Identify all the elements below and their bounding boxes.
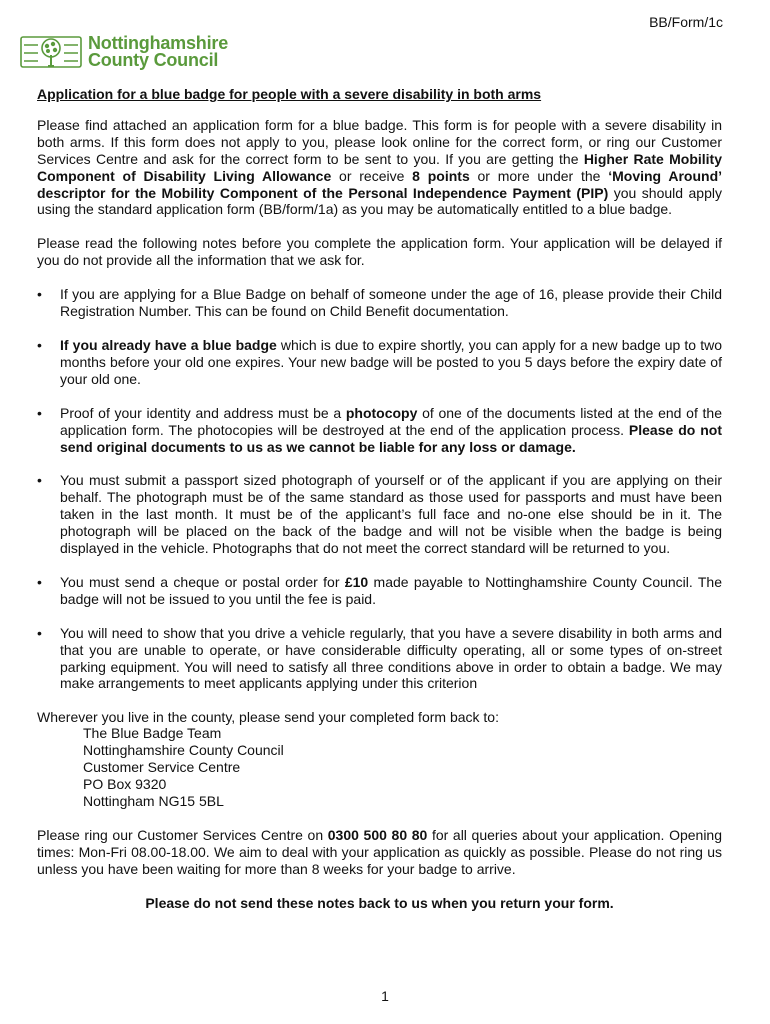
notes-list: [37, 286, 722, 692]
bullet-icon: •: [37, 624, 42, 641]
intro-text-1: Please find attached an application form for a blue badge. This form is for people with a severe disability in both arms. If this form does not apply to you, please look online for the correct form, or ring our Customer Services Centre and ask for the correct form to be sent to you. If you are getting the: [37, 116, 722, 167]
intro-paragraph: [37, 117, 722, 218]
list-item: [37, 472, 722, 557]
page-number: 1: [381, 988, 389, 1004]
list-item: [37, 574, 722, 608]
document-title: Application for a blue badge for people with a severe disability in both arms: [37, 86, 542, 102]
address-line: PO Box 9320: [83, 776, 167, 793]
bullet-bold: photocopy: [345, 404, 418, 421]
bullet-text: If you are applying for a Blue Badge on behalf of someone under the age of 16, please provide their Child Registration Number. This can be found on Child Benefit documentation.: [60, 286, 722, 320]
contact-text-2: for all queries about your application. Opening times: Mon-Fri 08.00-18.00. We aim to deal with your application as quickly as possible. Please do not ring us unless you have been waiting for more than 8 weeks for your badge to arrive.: [37, 827, 723, 878]
intro-bold-pip: ‘Moving Around’ descriptor for the Mobility Component of the Personal Independence Payment (PIP): [37, 167, 723, 201]
intro-text-2: or receive: [331, 167, 413, 184]
bullet-bold: If you already have a blue badge: [60, 336, 277, 353]
phone-number: 0300 500 80 80: [327, 827, 428, 844]
intro-bold-points: 8 points: [412, 167, 470, 184]
intro-text-3: or more under the: [469, 167, 609, 184]
bullet-icon: •: [37, 404, 42, 421]
bullet-text: made payable to Nottinghamshire County Council. The badge will not be issued to you until the fee is paid.: [60, 573, 722, 607]
form-reference: BB/Form/1c: [649, 14, 723, 30]
bullet-icon: •: [37, 286, 42, 303]
closing-note: Please do not send these notes back to us when you return your form.: [145, 895, 614, 911]
address-line: Nottingham NG15 5BL: [83, 793, 224, 810]
bullet-text: You will need to show that you drive a vehicle regularly, that you have a severe disability in both arms and that you are unable to operate, or have considerable difficulty operating, all or some types of on-street parking equipment. You will need to satisfy all three conditions above in order to obtain a badge. We may make arrangements to meet applicants applying under this criterion: [60, 624, 722, 692]
address-line: Customer Service Centre: [83, 759, 241, 776]
bullet-bold-fee: £10: [344, 573, 369, 590]
bullet-text: You must submit a passport sized photograph of yourself or of the applicant if you are applying on their behalf. The photograph must be of the same standard as those used for passports and must have been taken in the last month. It must be of the applicant’s full face and no-one else should be in it. The photograph will be placed on the back of the badge and will not be visible when the badge is being displayed in the vehicle. Photographs that do not meet the correct standard will be returned to you.: [60, 472, 722, 557]
document-body: [37, 86, 722, 929]
tree-logo-icon: [20, 33, 82, 71]
list-item: [37, 286, 722, 320]
bullet-icon: •: [37, 336, 42, 353]
list-item: [37, 337, 722, 388]
list-item: [37, 625, 722, 693]
bullet-text: You must send a cheque or postal order for: [60, 573, 345, 590]
send-back-text: Wherever you live in the county, please send your completed form back to:: [37, 709, 499, 726]
notes-intro: Please read the following notes before you complete the application form. Your application will be delayed if you do not provide all the information that we ask for.: [37, 235, 722, 269]
intro-text-4: you should apply using the standard application form (BB/form/1a) as you may be automatically entitled to a blue badge.: [37, 184, 722, 218]
council-logo: [20, 33, 228, 71]
bullet-text: which is due to expire shortly, you can apply for a new badge up to two months before your old one expires. Your new badge will be posted to you 5 days before the expiry date of your old one.: [60, 336, 722, 387]
list-item: [37, 405, 722, 456]
bullet-icon: •: [37, 573, 42, 590]
contact-paragraph: [37, 827, 722, 878]
bullet-icon: •: [37, 472, 42, 489]
bullet-text: Proof of your identity and address must be a: [60, 404, 346, 421]
address-line: The Blue Badge Team: [83, 725, 222, 742]
bullet-text: of one of the documents listed at the end of the application form. The photocopies will be destroyed at the end of the application process.: [60, 404, 722, 438]
address-line: Nottinghamshire County Council: [83, 742, 284, 759]
contact-text-1: Please ring our Customer Services Centre on: [37, 827, 328, 844]
postal-address: [83, 725, 722, 810]
intro-bold-dla: Higher Rate Mobility Component of Disability Living Allowance: [37, 150, 722, 184]
logo-line-2: County Council: [88, 50, 219, 70]
bullet-bold: Please do not send original documents to us as we cannot be liable for any loss or damage.: [60, 421, 722, 455]
logo-line-1: Nottinghamshire: [88, 33, 229, 53]
council-name: [88, 35, 228, 69]
